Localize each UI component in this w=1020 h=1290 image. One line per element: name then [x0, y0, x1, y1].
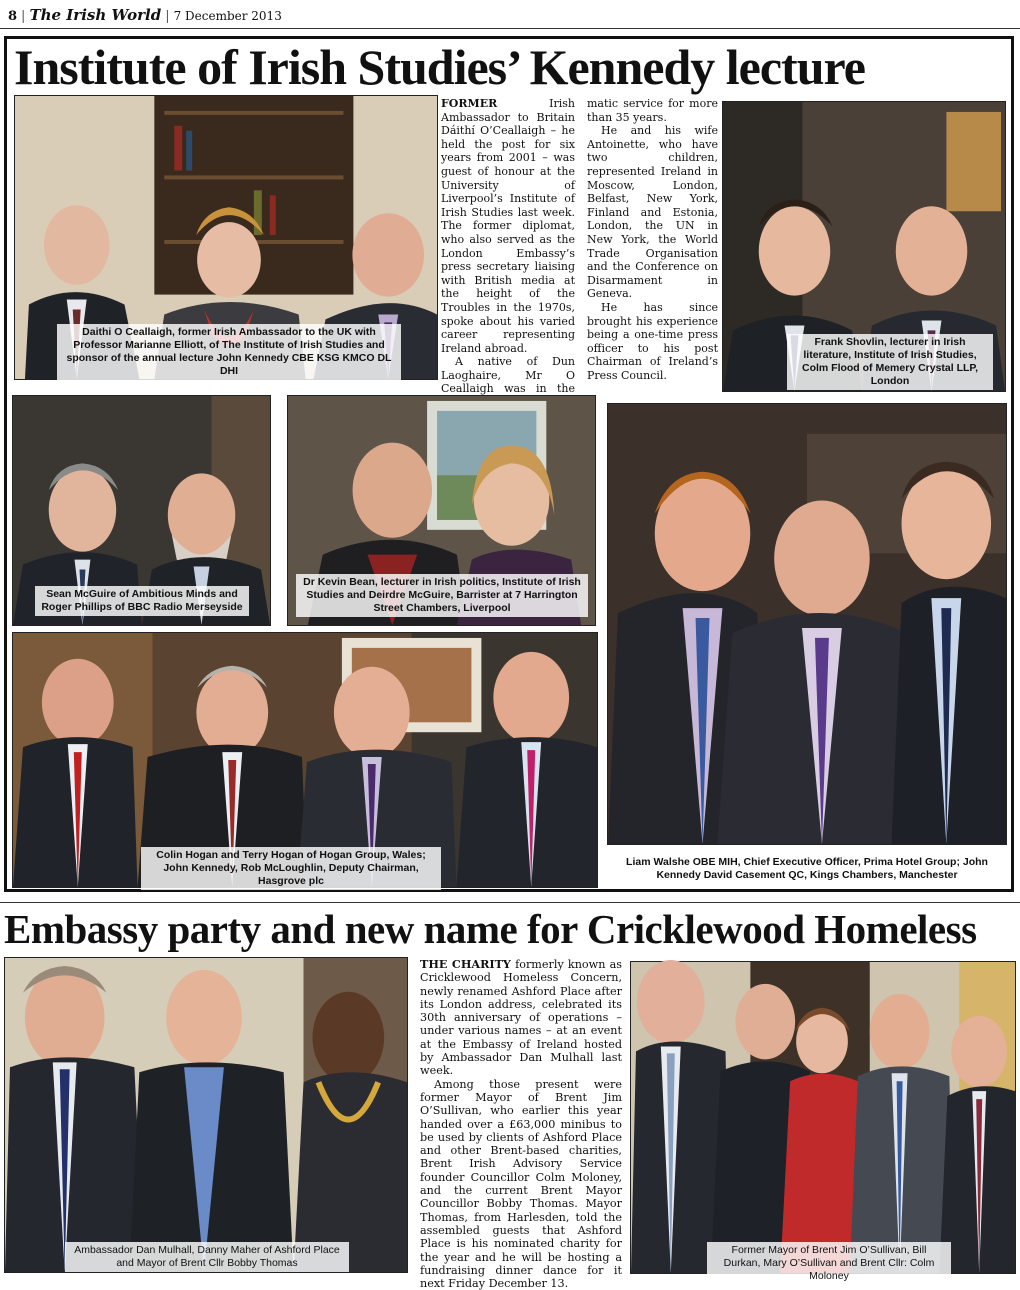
photo-image [631, 962, 1015, 1273]
header-rule [0, 28, 1020, 29]
photo-hogan-kennedy-mcloughlin [12, 632, 598, 888]
story1-paragraph-2: A native of Dun Laoghaire, Mr O Ceallaigh was in the [441, 355, 575, 396]
photo-caption: Daithi O Ceallaigh, former Irish Ambassador to the UK with Professor Marianne Elliott, of The Institute of Irish Studies and sponsor of the annual lecture John Kennedy CBE KSG KMCO DL DHI [57, 324, 401, 380]
story2-column [420, 958, 622, 1290]
story2-headline: Embassy party and new name for Cricklewood Homeless [4, 906, 977, 952]
photo-osullivan-durkan-moloney [630, 961, 1016, 1282]
story1-column-2 [587, 97, 718, 382]
story1-column-1 [441, 97, 575, 410]
publication-name: The Irish World [29, 6, 162, 24]
photo-caption: Ambassador Dan Mulhall, Danny Maher of Ashford Place and Mayor of Brent Cllr Bobby Thomas [65, 1242, 349, 1272]
photo-shovlin-flood [722, 101, 1006, 392]
running-header: 8 | The Irish World | 7 December 2013 [8, 6, 282, 24]
photo-image [5, 958, 407, 1272]
story2-lead-word: THE CHARITY [420, 957, 511, 971]
photo-mcguire-phillips [12, 395, 271, 626]
story2-paragraph-2: Among those present were former Mayor of Brent Jim O’Sullivan, who earlier this year handed over a £63,000 minibus to be used by clients of Ashford Place and other Brent-based charities, Brent Irish Advisory Service founder Councillor Colm Moloney, and the current Brent Mayor Councillor Bobby Thomas. Mayor Thomas, from Harlesden, told the assembled guests that Ashford Place is his nominated charity for the year and he will be hosting a fundraising dinner dance for it next Friday December 13. [420, 1077, 622, 1290]
photo-caption: Dr Kevin Bean, lecturer in Irish politics, Institute of Irish Studies and Deirdre McGuire, Barrister at 7 Harrington Street Chambers, Liverpool [296, 574, 588, 617]
story1-paragraph-3: matic service for more than 35 years. [587, 97, 718, 124]
page-number: 8 [8, 9, 18, 24]
story1-paragraph-4: He and his wife Antoinette, who have two children, represented Ireland in Moscow, London, Belfast, New York, Finland and Estonia, London, the UN in New York, the World Trade Organisation and the Conference on Disarmament in Geneva. [587, 124, 718, 301]
photo-walshe-kennedy-casement [607, 403, 1007, 845]
photo-caption-below: Liam Walshe OBE MIH, Chief Executive Officer, Prima Hotel Group; John Kennedy David Casement QC, Kings Chambers, Manchester [626, 856, 988, 881]
photo-caption: Frank Shovlin, lecturer in Irish literature, Institute of Irish Studies, Colm Flood of Memery Crystal LLP, London [787, 334, 993, 390]
photo-bean-mcguire [287, 395, 596, 626]
story1-headline: Institute of Irish Studies’ Kennedy lecture [14, 39, 865, 95]
photo-ambassador-elliott-kennedy [14, 95, 438, 380]
story2-paragraph-1: THE CHARITY formerly known as Cricklewood Homeless Concern, newly renamed Ashford Place after its London address, celebrated its 30th anniversary of operations – under various names – at an event at the Embassy of Ireland hosted by Ambassador Dan Mulhall last week. [420, 957, 622, 1078]
photo-caption: Colin Hogan and Terry Hogan of Hogan Group, Wales; John Kennedy, Rob McLoughlin, Deputy Chairman, Hasgrove plc [141, 847, 441, 890]
story1-paragraph-5: He has since brought his experience being a one-time press officer to his post Chairman of Ireland’s Press Council. [587, 300, 718, 382]
photo-caption: Sean McGuire of Ambitious Minds and Roger Phillips of BBC Radio Merseyside [35, 586, 249, 616]
story1-lead-word: FORMER [441, 97, 498, 110]
photo-caption: Former Mayor of Brent Jim O’Sullivan, Bill Durkan, Mary O’Sullivan and Brent Cllr: Colm Moloney [707, 1242, 951, 1285]
story1-paragraph-1: FORMER Irish Ambassador to Britain Dáithí O’Ceallaigh – he held the post for six years from 2001 – was guest of honour at the University of Liverpool’s Institute of Irish Studies last week. The former diplomat, who also served as the London Embassy’s press secretary liaising with British media at the height of the Troubles in the 1970s, spoke about his varied career representing Ireland abroad. [441, 97, 575, 355]
photo-image [608, 404, 1006, 844]
photo-mulhall-maher-thomas [4, 957, 408, 1273]
issue-date: 7 December 2013 [173, 9, 282, 23]
story-divider [0, 902, 1020, 903]
